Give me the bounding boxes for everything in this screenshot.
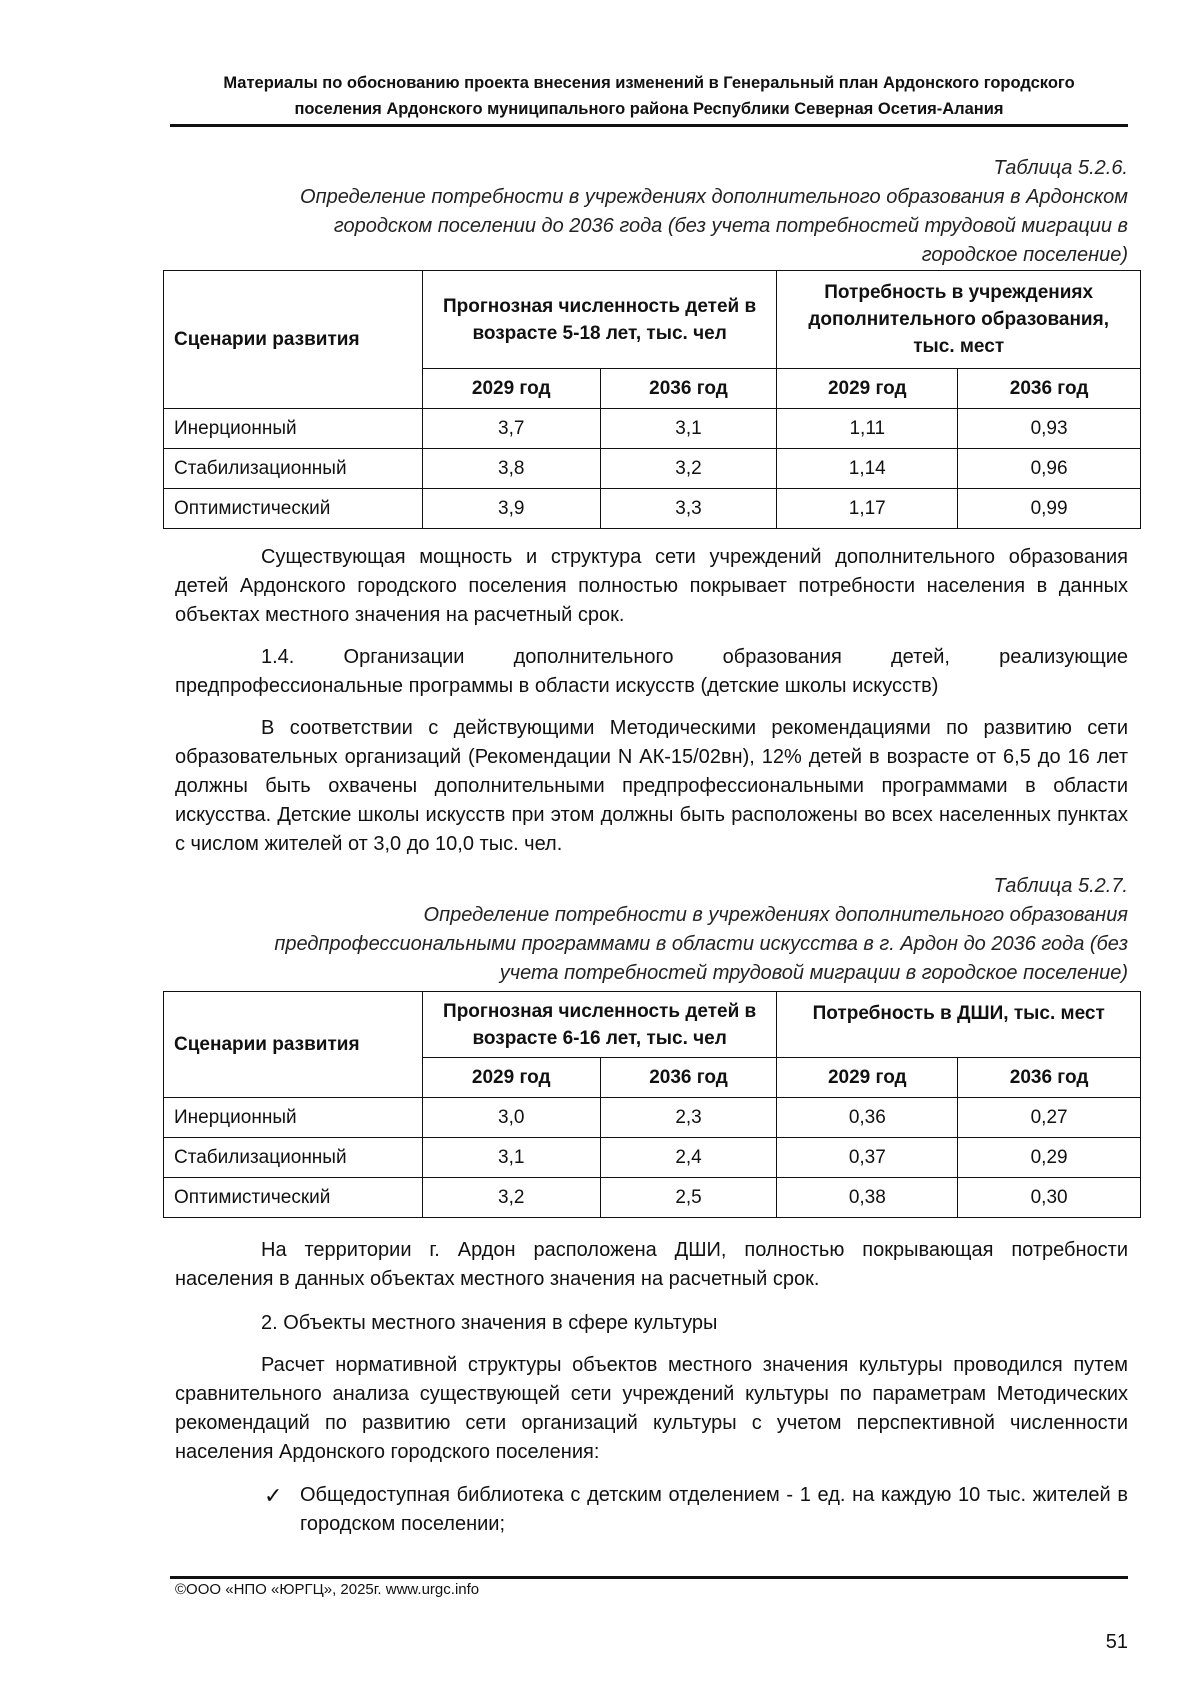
footer-divider — [170, 1576, 1128, 1579]
table1-title-line-2: городском поселении до 2036 года (без учета потребностей трудовой миграции в — [333, 215, 1128, 237]
table-row — [164, 1178, 1141, 1218]
table2-year-header: 2036 год — [600, 1058, 777, 1098]
table-cell: 0,99 — [958, 489, 1141, 529]
table2-title-line-3: учета потребностей трудовой миграции в городское поселение) — [499, 962, 1128, 984]
table2-header-children: Прогнозная численность детей в возрасте 6-16 лет, тыс. чел — [422, 992, 777, 1058]
table2-header-scenario: Сценарии развития — [164, 992, 423, 1098]
header-line-2: поселения Ардонского муниципального района Республики Северная Осетия-Алания — [294, 100, 1004, 118]
table-cell: 0,38 — [777, 1178, 958, 1218]
table1-header-need: Потребность в учреждениях дополнительного образования, тыс. мест — [777, 271, 1141, 369]
table1-year-header: 2036 год — [958, 369, 1141, 409]
table-row — [164, 409, 1141, 449]
table-row — [164, 1138, 1141, 1178]
scenario-name: Стабилизационный — [164, 1138, 423, 1178]
paragraph-existing-capacity: Существующая мощность и структура сети учреждений дополнительного образования детей Ардонского городского поселения полностью покрывает потребности населения в данных объектах местного значения на расчетный срок. — [175, 546, 1128, 626]
table2-caption — [274, 872, 1128, 988]
table-cell: 3,3 — [600, 489, 777, 529]
table-cell: 2,5 — [600, 1178, 777, 1218]
table-cell: 1,14 — [777, 449, 958, 489]
table-cell: 1,11 — [777, 409, 958, 449]
table-cell: 0,27 — [958, 1098, 1141, 1138]
table-cell: 0,93 — [958, 409, 1141, 449]
scenario-name: Стабилизационный — [164, 449, 423, 489]
table-cell: 0,37 — [777, 1138, 958, 1178]
table2-year-header: 2029 год — [777, 1058, 958, 1098]
table-cell: 0,96 — [958, 449, 1141, 489]
table-cell: 3,8 — [422, 449, 600, 489]
table-cell: 3,2 — [422, 1178, 600, 1218]
paragraph-culture-calculation: Расчет нормативной структуры объектов местного значения культуры проводился путем сравнительного анализа существующей сети учреждений культуры по параметрам Методических рекомендаций по развитию сети организаций культуры с учетом перспективной численности населения Ардонского городского поселения: — [175, 1354, 1128, 1463]
table1-header-scenario: Сценарии развития — [164, 271, 423, 409]
table-cell: 3,9 — [422, 489, 600, 529]
table-cell: 2,4 — [600, 1138, 777, 1178]
table2-title-line-2: предпрофессиональными программами в области искусства в г. Ардон до 2036 года (без — [274, 933, 1128, 955]
check-icon: ✓ — [264, 1483, 283, 1508]
page-header — [170, 70, 1128, 122]
scenario-name: Инерционный — [164, 409, 423, 449]
scenario-name: Инерционный — [164, 1098, 423, 1138]
table-cell: 3,2 — [600, 449, 777, 489]
bullet-library-text: Общедоступная библиотека с детским отделением - 1 ед. на каждую 10 тыс. жителей в городском поселении; — [300, 1484, 1128, 1535]
table-row — [164, 449, 1141, 489]
table2-title-line-1: Определение потребности в учреждениях дополнительного образования — [423, 904, 1128, 926]
table-row — [164, 1098, 1141, 1138]
table-cell: 0,29 — [958, 1138, 1141, 1178]
table1-year-header: 2029 год — [422, 369, 600, 409]
table1-title-line-1: Определение потребности в учреждениях дополнительного образования в Ардонском — [300, 186, 1128, 208]
table1-year-header: 2029 год — [777, 369, 958, 409]
table2-number: Таблица 5.2.7. — [993, 875, 1128, 897]
table1 — [163, 270, 1141, 529]
table-cell: 0,36 — [777, 1098, 958, 1138]
table-cell: 3,7 — [422, 409, 600, 449]
table-cell: 3,1 — [600, 409, 777, 449]
table1-number: Таблица 5.2.6. — [993, 157, 1128, 179]
table1-header-children: Прогнозная численность детей в возрасте 5-18 лет, тыс. чел — [422, 271, 777, 369]
paragraph-art-school: На территории г. Ардон расположена ДШИ, полностью покрывающая потребности населения в данных объектах местного значения на расчетный срок. — [175, 1239, 1128, 1290]
scenario-name: Оптимистический — [164, 489, 423, 529]
table2 — [163, 991, 1141, 1218]
paragraph-section-1-4: 1.4. Организации дополнительного образования детей, реализующие предпрофессиональные программы в области искусств (детские школы искусств) — [175, 646, 1128, 697]
page-number: 51 — [1105, 1631, 1128, 1653]
paragraph-recommendations: В соответствии с действующими Методическими рекомендациями по развитию сети образовательных организаций (Рекомендации N АК-15/02вн), 12% детей в возрасте от 6,5 до 16 лет должны быть охвачены дополнительными предпрофессиональными программами в области искусства. Детские школы искусств при этом должны быть расположены во всех населенных пунктах с числом жителей от 3,0 до 10,0 тыс. чел. — [175, 717, 1128, 855]
header-divider — [170, 124, 1128, 127]
table1-caption — [300, 154, 1128, 270]
table2-year-header: 2029 год — [422, 1058, 600, 1098]
header-line-1: Материалы по обоснованию проекта внесения изменений в Генеральный план Ардонского городского — [223, 74, 1075, 92]
table2-header-need: Потребность в ДШИ, тыс. мест — [777, 992, 1141, 1058]
paragraph-section-2: 2. Объекты местного значения в сфере культуры — [261, 1312, 718, 1334]
table-cell: 2,3 — [600, 1098, 777, 1138]
footer-copyright: ©ООО «НПО «ЮРГЦ», 2025г. www.urgc.info — [175, 1581, 480, 1598]
table1-year-header: 2036 год — [600, 369, 777, 409]
table-cell: 3,1 — [422, 1138, 600, 1178]
scenario-name: Оптимистический — [164, 1178, 423, 1218]
table2-year-header: 2036 год — [958, 1058, 1141, 1098]
table-cell: 1,17 — [777, 489, 958, 529]
table1-title-line-3: городское поселение) — [921, 244, 1128, 266]
list-item — [264, 1481, 1128, 1539]
table-cell: 3,0 — [422, 1098, 600, 1138]
table-cell: 0,30 — [958, 1178, 1141, 1218]
table-row — [164, 489, 1141, 529]
